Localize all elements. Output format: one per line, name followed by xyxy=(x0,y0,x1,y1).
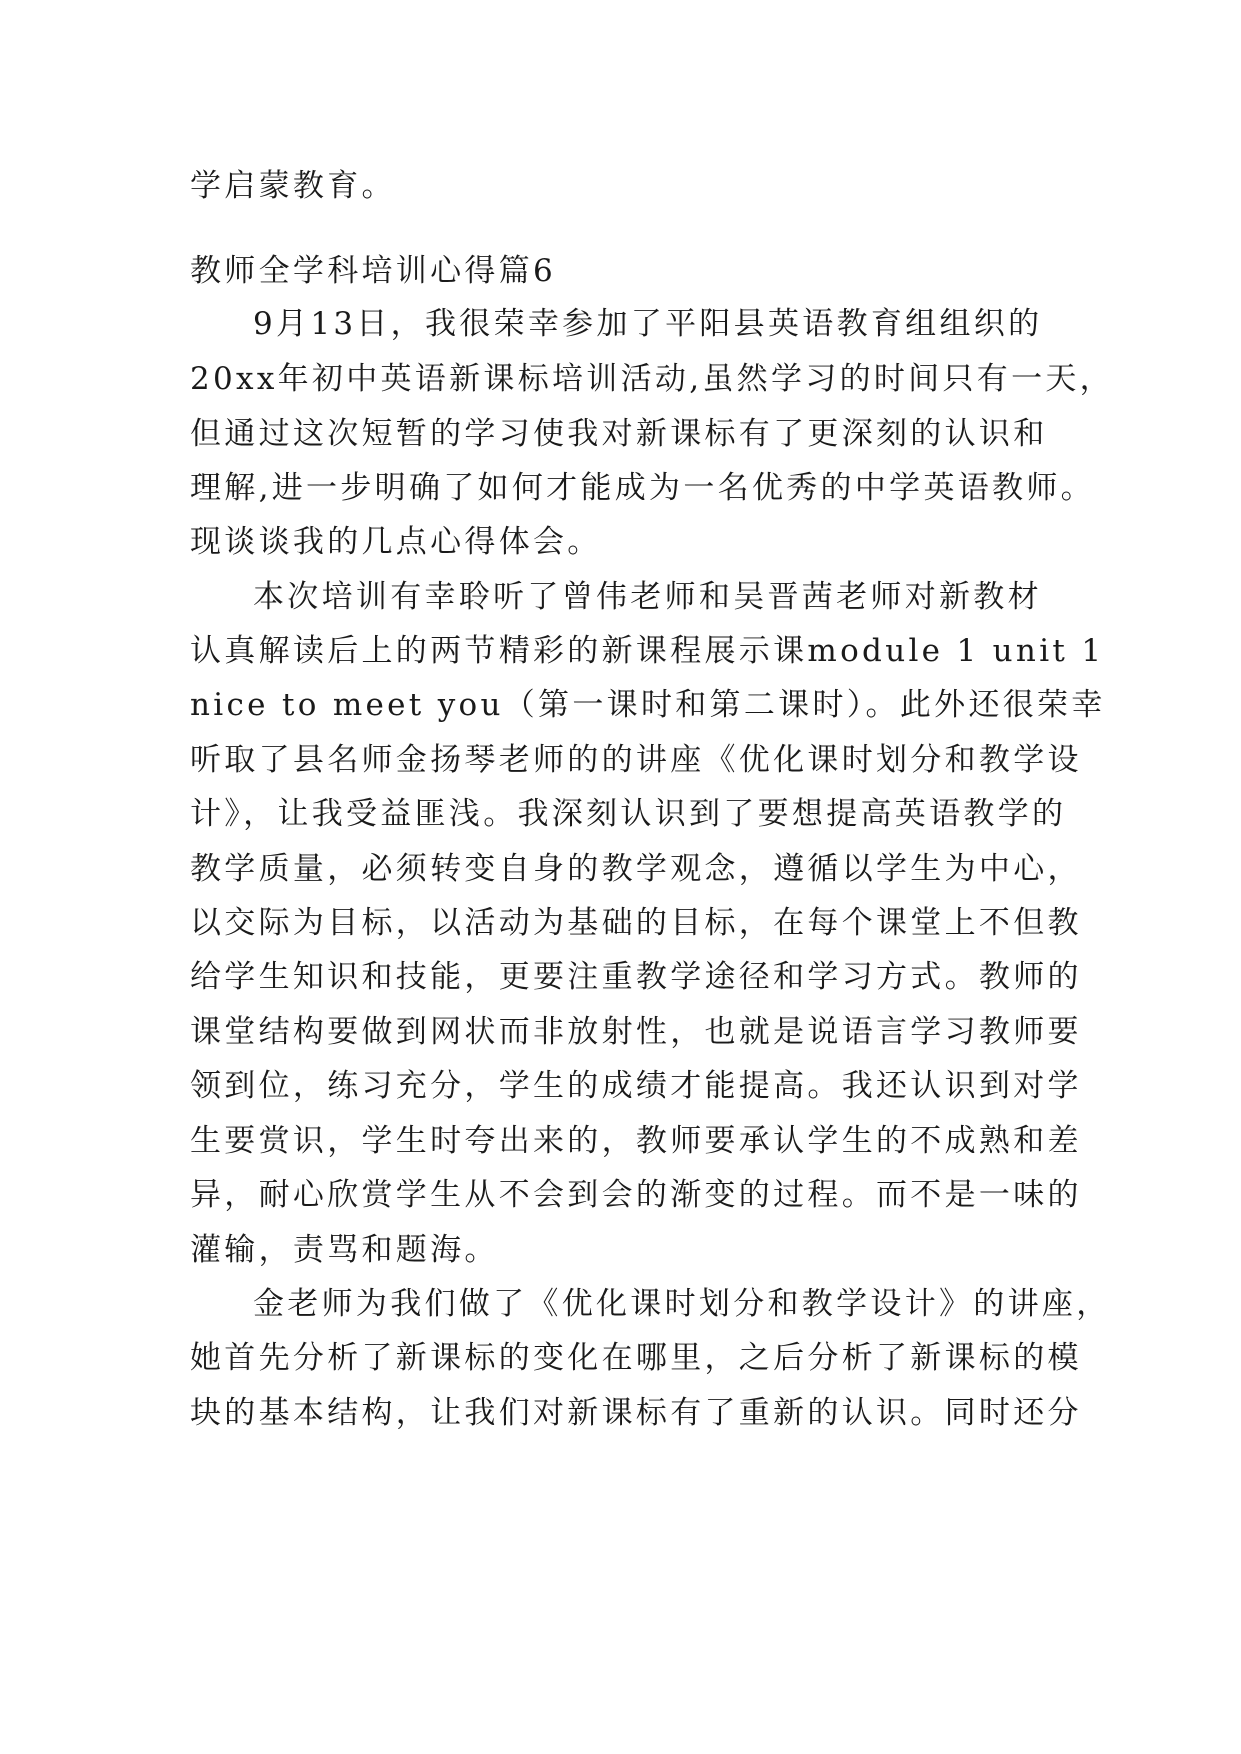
paragraph-line: 灌输，责骂和题海。 xyxy=(190,1232,499,1268)
paragraph-line: 生要赏识，学生时夸出来的，教师要承认学生的不成熟和差 xyxy=(190,1123,1082,1159)
paragraph-line: 听取了县名师金扬琴老师的的讲座《优化课时划分和教学设 xyxy=(190,742,1082,778)
paragraph-line: 领到位，练习充分，学生的成绩才能提高。我还认识到对学 xyxy=(190,1068,1082,1104)
paragraph-line: 认真解读后上的两节精彩的新课程展示课module 1 unit 1 xyxy=(190,633,1105,669)
paragraph-line: 9月13日，我很荣幸参加了平阳县英语教育组组织的 xyxy=(253,306,1043,342)
paragraph-line: 金老师为我们做了《优化课时划分和教学设计》的讲座， xyxy=(253,1286,1111,1322)
paragraph-line: 现谈谈我的几点心得体会。 xyxy=(190,524,602,560)
paragraph-line: 本次培训有幸聆听了曾伟老师和吴晋茜老师对新教材 xyxy=(253,579,1042,615)
paragraph-line: 课堂结构要做到网状而非放射性，也就是说语言学习教师要 xyxy=(190,1014,1082,1050)
paragraph-line: 20xx年初中英语新课标培训活动,虽然学习的时间只有一天， xyxy=(190,361,1114,397)
section-heading: 教师全学科培训心得篇6 xyxy=(190,253,557,289)
paragraph-line: 她首先分析了新课标的变化在哪里，之后分析了新课标的模 xyxy=(190,1340,1082,1376)
paragraph-line: 以交际为目标，以活动为基础的目标，在每个课堂上不但教 xyxy=(190,905,1082,941)
paragraph-line: 给学生知识和技能，更要注重教学途径和学习方式。教师的 xyxy=(190,959,1082,995)
paragraph-line: 教学质量，必须转变自身的教学观念，遵循以学生为中心， xyxy=(190,851,1082,887)
paragraph-line: nice to meet you（第一课时和第二课时）。此外还很荣幸 xyxy=(190,687,1106,723)
paragraph-line: 但通过这次短暂的学习使我对新课标有了更深刻的认识和 xyxy=(190,416,1048,452)
paragraph-line: 计》，让我受益匪浅。我深刻认识到了要想提高英语教学的 xyxy=(190,796,1067,832)
paragraph-line: 理解,进一步明确了如何才能成为一名优秀的中学英语教师。 xyxy=(190,470,1095,506)
paragraph-line: 块的基本结构，让我们对新课标有了重新的认识。同时还分 xyxy=(190,1395,1082,1431)
paragraph-line: 异，耐心欣赏学生从不会到会的渐变的过程。而不是一味的 xyxy=(190,1177,1082,1213)
paragraph-line: 学启蒙教育。 xyxy=(190,168,396,204)
